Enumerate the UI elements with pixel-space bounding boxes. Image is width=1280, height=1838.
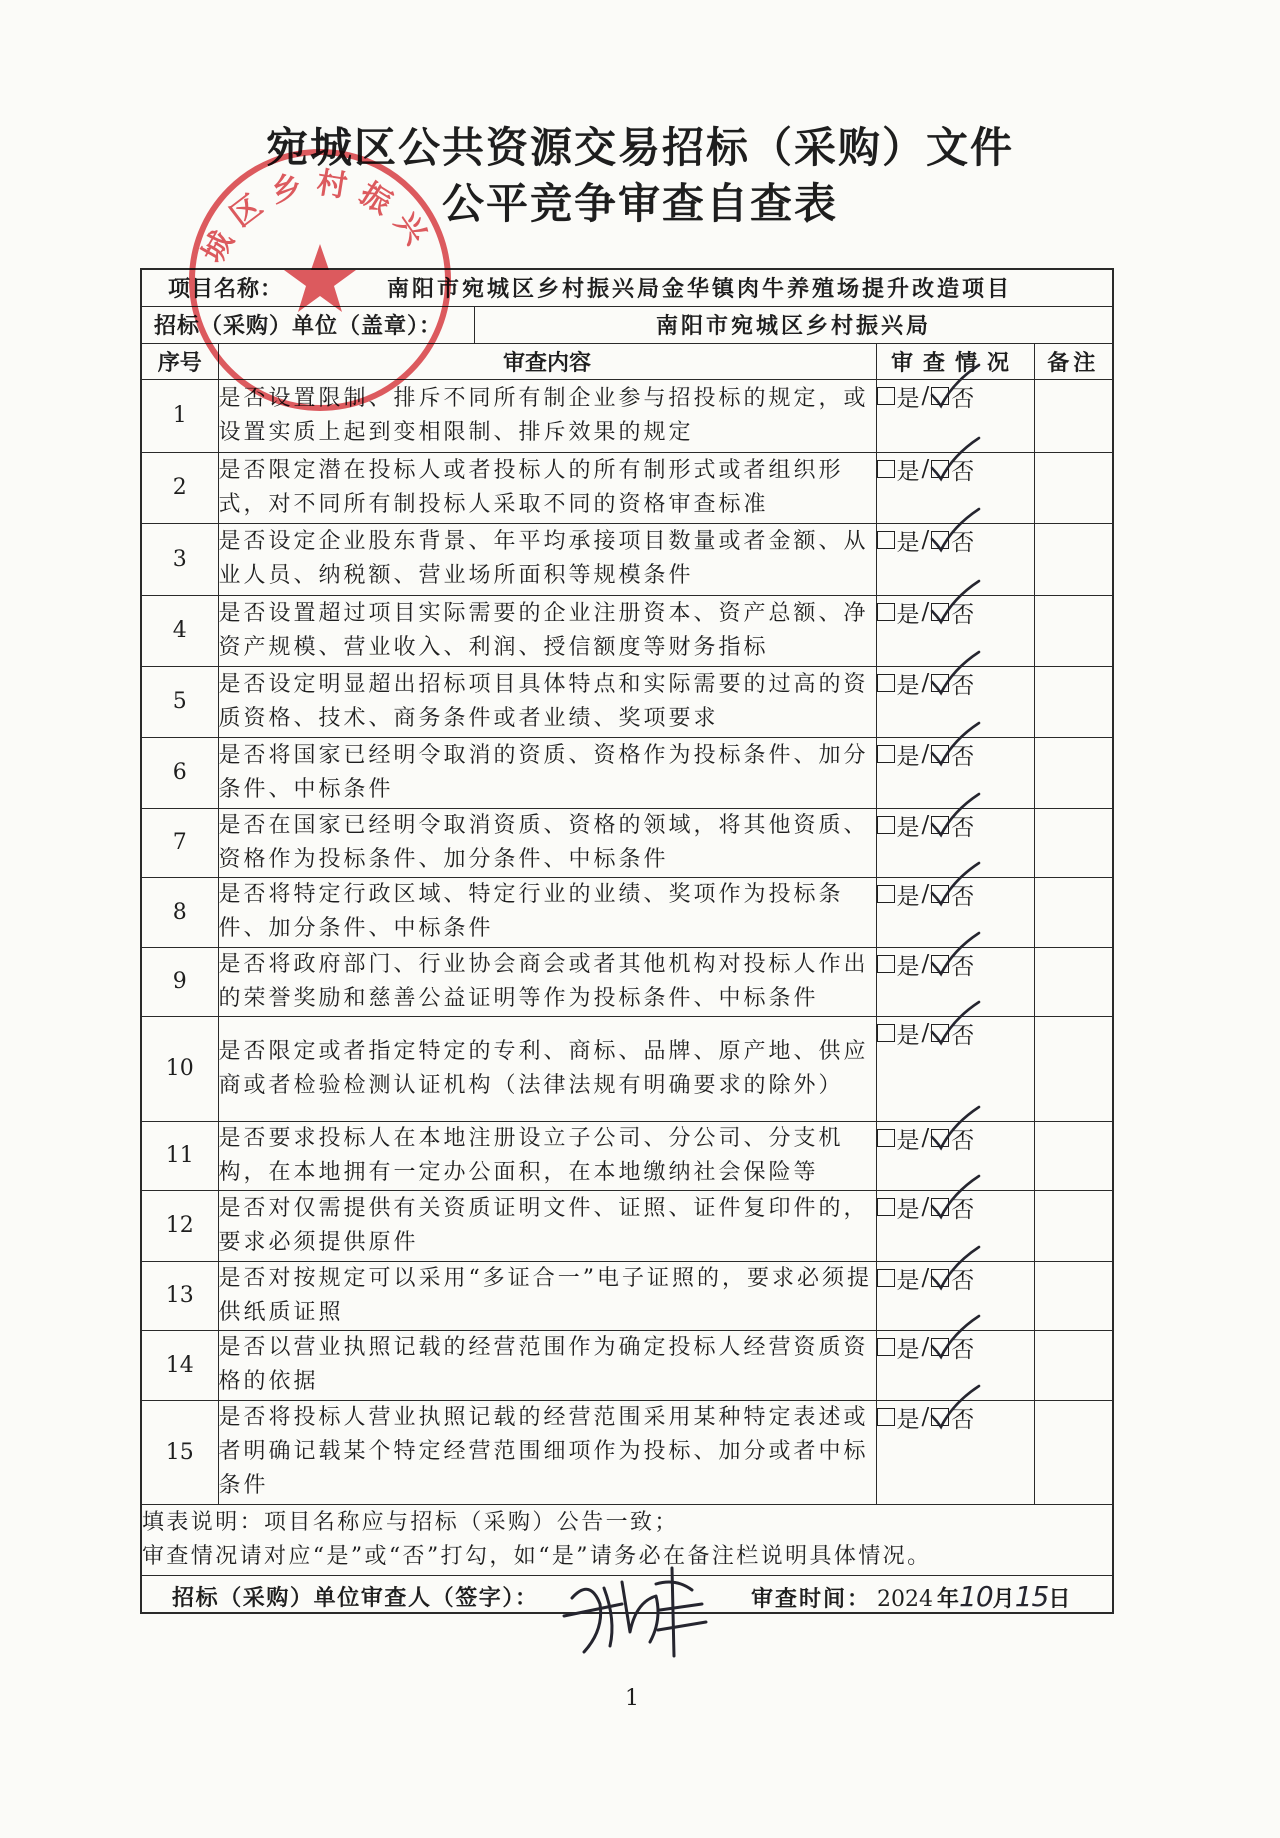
status-options [877,878,975,911]
checkbox-no [931,1129,949,1147]
option-yes-label: 是 [896,1127,920,1154]
notes-line-1: 填表说明：项目名称应与招标（采购）公告一致； [142,1509,679,1535]
checkbox-no [931,1408,949,1426]
option-separator: / [921,1125,930,1151]
checkbox-yes [877,1198,895,1216]
unit-row [141,306,1113,343]
checkmark-icon [929,435,981,483]
option-no-label: 否 [951,1127,975,1154]
review-content: 是否设定明显超出招标项目具体特点和实际需要的过高的资质资格、技术、商务条件或者业绩、奖项要求 [218,666,876,737]
row-number: 8 [141,877,218,947]
checkbox-no [931,1338,949,1356]
option-separator: / [921,741,930,767]
option-no-label: 否 [951,1022,975,1049]
review-date-year-unit: 年 [937,1585,960,1612]
status-options [877,524,975,557]
option-separator: / [921,527,930,553]
checkmark-icon [929,1313,981,1361]
option-yes-label: 是 [896,1196,920,1223]
review-content: 是否设定企业股东背景、年平均承接项目数量或者金额、从业人员、纳税额、营业场所面积等规模条件 [218,523,876,595]
checkbox-no [931,816,949,834]
review-date-month-unit: 月 [992,1585,1015,1612]
checkmark-icon [929,860,981,908]
row-number: 13 [141,1261,218,1330]
checkmark-icon [929,578,981,626]
document-title [0,120,1280,232]
review-date-label: 审查时间： [751,1585,872,1612]
header-remark: 备注 [1034,343,1113,379]
title-line-1: 宛城区公共资源交易招标（采购）文件 [265,123,1014,172]
checkmark-icon [929,1173,981,1221]
checkbox-no [931,531,949,549]
review-status [876,1400,1034,1504]
checkbox-yes [877,603,895,621]
option-yes-label: 是 [896,1267,920,1294]
row-number: 4 [141,595,218,666]
unit-value: 南阳市宛城区乡村振兴局 [656,313,932,339]
option-separator: / [921,881,930,907]
checkmark-icon [929,791,981,839]
option-separator: / [921,1404,930,1430]
remark-cell [1034,877,1113,947]
status-options [877,380,975,413]
checkbox-no [931,745,949,763]
option-separator: / [921,670,930,696]
review-content: 是否将国家已经明令取消的资质、资格作为投标条件、加分条件、中标条件 [218,737,876,808]
status-options [877,667,975,700]
option-yes-label: 是 [896,883,920,910]
remark-cell [1034,379,1113,452]
seal-text: 城区乡村振兴 [195,165,440,269]
row-number: 1 [141,379,218,452]
review-form-table [140,268,1114,1614]
option-yes-label: 是 [896,1336,920,1363]
project-cell [141,269,1113,306]
checkbox-no [931,1269,949,1287]
option-no-label: 否 [951,672,975,699]
row-number: 3 [141,523,218,595]
review-content: 是否限定潜在投标人或者投标人的所有制形式或者组织形式，对不同所有制投标人采取不同的资格审查标准 [218,452,876,523]
checkmark-icon [929,930,981,978]
checkbox-yes [877,531,895,549]
review-content: 是否以营业执照记载的经营范围作为确定投标人经营资质资格的依据 [218,1330,876,1400]
option-separator: / [921,383,930,409]
checkbox-no [931,460,949,478]
row-number: 5 [141,666,218,737]
review-content: 是否对按规定可以采用“多证合一”电子证照的，要求必须提供纸质证照 [218,1261,876,1330]
checkbox-yes [877,1338,895,1356]
checkmark-icon [929,999,981,1047]
checkmark-icon [929,1104,981,1152]
review-content: 是否设置限制、排斥不同所有制企业参与招投标的规定，或设置实质上起到变相限制、排斥效果的规定 [218,379,876,452]
checkbox-yes [877,745,895,763]
review-date-month: 10 [959,1579,993,1613]
row-number: 7 [141,808,218,877]
row-number: 11 [141,1121,218,1190]
title-line-2: 公平竞争审查自查表 [441,179,838,228]
review-items [141,379,1113,1504]
review-content: 是否限定或者指定特定的专利、商标、品牌、原产地、供应商或者检验检测认证机构（法律法规有明确要求的除外） [218,1016,876,1121]
checkbox-yes [877,1408,895,1426]
status-options [877,596,975,629]
option-yes-label: 是 [896,814,920,841]
status-options [877,1122,975,1155]
table-row [141,1400,1113,1504]
status-options [877,1262,975,1295]
checkbox-yes [877,1024,895,1042]
project-name-label: 项目名称： [168,276,284,303]
page-number: 1 [625,1686,639,1711]
checkbox-no [931,1024,949,1042]
notes-line-2: 审查情况请对应“是”或“否”打勾，如“是”请务必在备注栏说明具体情况。 [142,1543,932,1569]
review-content: 是否将特定行政区域、特定行业的业绩、奖项作为投标条件、加分条件、中标条件 [218,877,876,947]
checkbox-yes [877,387,895,405]
checkbox-yes [877,816,895,834]
option-no-label: 否 [951,529,975,556]
option-no-label: 否 [951,743,975,770]
review-date-year: 2024 [877,1586,934,1612]
status-options [877,1331,975,1364]
review-content: 是否要求投标人在本地注册设立子公司、分公司、分支机构，在本地拥有一定办公面积，在本地缴纳社会保险等 [218,1121,876,1190]
remark-cell [1034,1330,1113,1400]
review-date-day: 15 [1014,1579,1049,1613]
remark-cell [1034,737,1113,808]
checkbox-yes [877,885,895,903]
option-no-label: 否 [951,601,975,628]
status-options [877,948,975,981]
option-separator: / [921,456,930,482]
option-no-label: 否 [951,1336,975,1363]
review-content: 是否将政府部门、行业协会商会或者其他机构对投标人作出的荣誉奖励和慈善公益证明等作为投标条件、中标条件 [218,947,876,1016]
header-status: 审查情况 [876,343,1034,379]
status-options [877,1017,975,1050]
option-no-label: 否 [951,1406,975,1433]
checkmark-icon [929,506,981,554]
row-number: 2 [141,452,218,523]
remark-cell [1034,1016,1113,1121]
header-content: 审查内容 [218,343,876,379]
project-name-value: 南阳市宛城区乡村振兴局金华镇肉牛养殖场提升改造项目 [387,276,1013,303]
remark-cell [1034,1261,1113,1330]
remark-cell [1034,523,1113,595]
status-options [877,738,975,771]
option-separator: / [921,1334,930,1360]
checkbox-no [931,674,949,692]
row-number: 12 [141,1190,218,1261]
remark-cell [1034,947,1113,1016]
checkbox-no [931,1198,949,1216]
row-number: 9 [141,947,218,1016]
remark-cell [1034,595,1113,666]
project-row [141,269,1113,306]
checkbox-yes [877,1129,895,1147]
reviewer-signature-label: 招标（采购）单位审查人（签字）： [172,1584,539,1611]
checkmark-icon [929,649,981,697]
review-content: 是否设置超过项目实际需要的企业注册资本、资产总额、净资产规模、营业收入、利润、授信额度等财务指标 [218,595,876,666]
status-options [877,809,975,842]
row-number: 6 [141,737,218,808]
unit-cell [141,306,1113,343]
option-yes-label: 是 [896,1406,920,1433]
checkbox-yes [877,955,895,973]
review-content: 是否在国家已经明令取消资质、资格的领域，将其他资质、资格作为投标条件、加分条件、中标条件 [218,808,876,877]
review-date [751,1580,1070,1613]
row-number: 14 [141,1330,218,1400]
option-no-label: 否 [951,385,975,412]
option-separator: / [921,951,930,977]
remark-cell [1034,1190,1113,1261]
remark-cell [1034,1121,1113,1190]
option-yes-label: 是 [896,672,920,699]
option-yes-label: 是 [896,1022,920,1049]
option-yes-label: 是 [896,743,920,770]
option-no-label: 否 [951,883,975,910]
row-number: 15 [141,1400,218,1504]
option-separator: / [921,599,930,625]
checkmark-icon [929,362,981,410]
remark-cell [1034,1400,1113,1504]
checkmark-icon [929,1244,981,1292]
option-no-label: 否 [951,814,975,841]
checkbox-no [931,885,949,903]
checkbox-no [931,603,949,621]
checkbox-no [931,955,949,973]
checkmark-icon [929,1383,981,1431]
remark-cell [1034,452,1113,523]
option-no-label: 否 [951,1267,975,1294]
checkmark-icon [929,720,981,768]
option-yes-label: 是 [896,458,920,485]
option-separator: / [921,1194,930,1220]
handwritten-signature [560,1560,710,1660]
review-content: 是否对仅需提供有关资质证明文件、证照、证件复印件的，要求必须提供原件 [218,1190,876,1261]
option-separator: / [921,1265,930,1291]
option-separator: / [921,812,930,838]
checkbox-yes [877,674,895,692]
status-options [877,1191,975,1224]
review-content: 是否将投标人营业执照记载的经营范围采用某种特定表述或者明确记载某个特定经营范围细项作为投标、加分或者中标条件 [218,1400,876,1504]
status-options [877,1401,975,1434]
option-no-label: 否 [951,458,975,485]
option-yes-label: 是 [896,601,920,628]
unit-label: 招标（采购）单位（盖章）： [142,307,475,343]
header-no: 序号 [141,343,218,379]
remark-cell [1034,666,1113,737]
option-no-label: 否 [951,953,975,980]
row-number: 10 [141,1016,218,1121]
review-date-day-unit: 日 [1048,1585,1071,1612]
option-no-label: 否 [951,1196,975,1223]
option-yes-label: 是 [896,529,920,556]
option-yes-label: 是 [896,385,920,412]
remark-cell [1034,808,1113,877]
checkbox-yes [877,1269,895,1287]
checkbox-no [931,387,949,405]
checkbox-yes [877,460,895,478]
status-options [877,453,975,486]
option-separator: / [921,1020,930,1046]
option-yes-label: 是 [896,953,920,980]
